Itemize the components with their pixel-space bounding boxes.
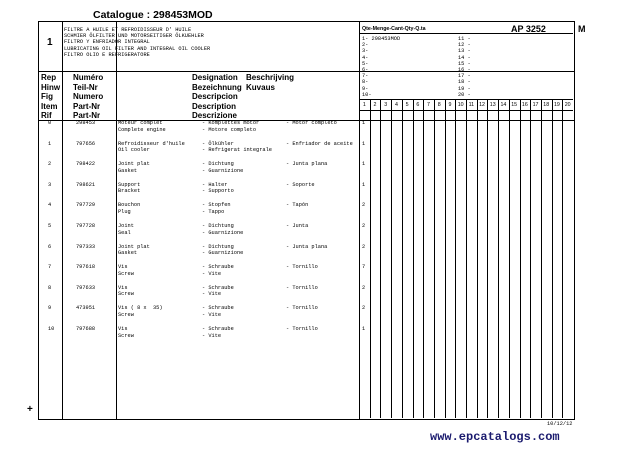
qty-column-label: 16 [521, 102, 528, 108]
row-part-number: 798621 [76, 181, 96, 188]
qty-column-label: 8 [437, 102, 441, 108]
row-designation-fr: Support [118, 181, 141, 188]
row-rep: 10 [48, 326, 55, 332]
row-part-number: 473951 [76, 305, 96, 312]
header-divider [39, 71, 574, 72]
table-row [38, 305, 573, 319]
row-rep: 7 [48, 264, 52, 271]
row-designation-en: Complete engine [118, 126, 166, 133]
table-row [38, 182, 573, 196]
row-designation-de: - Schraube [202, 264, 234, 271]
row-designation-es: - Tapón [286, 202, 309, 209]
group-title-es: FILTRO Y ENFRIADOR INTEGRAL [64, 39, 150, 46]
table-row [38, 285, 573, 299]
row-part-number: 798422 [76, 161, 96, 168]
qty-column-label: 19 [553, 102, 560, 108]
group-title-de: SCHMIER ÖLFILTER UND MOTORSEITIGER ÖLKUEHLER [64, 33, 204, 40]
row-designation-en: Screw [118, 291, 134, 298]
ap-code: AP 3252 [511, 24, 546, 34]
table-row [38, 120, 573, 134]
qty-column-label: 4 [394, 102, 398, 108]
row-part-number: 797729 [76, 202, 96, 209]
row-designation-en: Screw [118, 311, 134, 318]
row-designation-fr: Joint plat [118, 243, 150, 250]
row-designation-es: - Tornillo [286, 264, 318, 271]
row-qty: 1 [362, 140, 366, 147]
row-designation-fr: Joint [118, 223, 134, 229]
row-part-number: 797656 [76, 140, 96, 147]
group-title-en: LUBRICATING OIL FILTER AND INTEGRAL OIL COOLER [64, 45, 211, 52]
row-designation-es: - Junta [286, 223, 309, 229]
row-qty: 2 [362, 284, 366, 291]
qty-list-right: 11 - 12 - 13 - 14 - 15 - 16 - 17 - 18 - 19 - 20 - [458, 36, 471, 98]
row-designation-de: - Dichtung [202, 223, 234, 229]
watermark: www.epcatalogs.com [430, 430, 560, 444]
row-qty: 2 [362, 223, 366, 229]
rep-header: Rep Hinw Fig Item Rif [41, 73, 61, 120]
row-designation-es: - Junta plana [286, 243, 328, 250]
designation-header: Designation Bezeichnung Descripcion Description Descrizione [192, 73, 242, 120]
row-designation-fr: Vis [118, 284, 128, 291]
row-designation-es: - Tornillo [286, 284, 318, 291]
row-designation-it: - Vite [202, 311, 222, 318]
table-row [38, 223, 573, 237]
row-designation-it: - Vite [202, 291, 222, 298]
row-designation-en: Gasket [118, 167, 138, 174]
row-qty: 1 [362, 120, 366, 126]
row-designation-en: Seal [118, 229, 131, 236]
qty-title: Qte-Menge-Cant-Qty-Q.ta [362, 26, 426, 32]
catalogue-label: Catalogue : [93, 9, 151, 21]
row-designation-it: - Guarnizione [202, 229, 244, 236]
catalogue-title [93, 9, 213, 21]
row-designation-it: - Supporto [202, 188, 234, 195]
qty-column-label: 7 [427, 102, 430, 108]
table-row [38, 141, 573, 155]
group-title-it: FILTRO OLIO E REFRIGERATORE [64, 51, 150, 58]
qty-column-label: 2 [373, 102, 377, 108]
qty-list-left: 1- 298453MOD 2- 3- 4- 5- 6- 7- 8- 9- 10- [362, 36, 401, 98]
qty-column-label: 12 [479, 102, 485, 108]
row-part-number: 298453 [76, 120, 96, 126]
row-qty: 2 [362, 243, 366, 250]
row-part-number: 797728 [76, 223, 96, 229]
row-rep: 9 [48, 305, 52, 312]
row-rep: 5 [48, 223, 52, 229]
qty-column-label: 11 [468, 102, 475, 108]
row-designation-it: - Refrigerat integrale [202, 147, 272, 154]
qty-column-label: 6 [416, 102, 420, 108]
qty-column-label: 17 [532, 102, 539, 108]
row-designation-en: Oil cooler [118, 147, 150, 154]
row-rep: 8 [48, 284, 52, 291]
table-row [38, 264, 573, 278]
row-designation-en: Plug [118, 208, 131, 215]
group-title-fr: FILTRE A HUILE ET REFROIDISSEUR D' HUILE [64, 27, 192, 33]
row-designation-de: - Dichtung [202, 161, 234, 168]
qty-column-label: 15 [511, 102, 518, 108]
row-designation-es: - Tornillo [286, 326, 318, 332]
row-designation-es: - Soporte [286, 181, 315, 188]
row-designation-it: - Vite [202, 270, 222, 277]
parts-rows [38, 120, 573, 410]
row-designation-de: - Schraube [202, 326, 234, 332]
row-rep: 1 [48, 140, 52, 147]
row-rep: 0 [48, 120, 52, 126]
qty-column-label: 1 [362, 102, 366, 108]
row-designation-de: - Ölkühler [202, 140, 234, 147]
row-designation-de: - Dichtung [202, 243, 234, 250]
row-designation-en: Screw [118, 270, 134, 277]
row-rep: 4 [48, 202, 52, 209]
row-designation-es: - Tornillo [286, 305, 318, 312]
row-designation-es: - Enfriador de aceite [286, 140, 353, 147]
row-part-number: 797618 [76, 264, 96, 271]
qty-column-label: 3 [384, 102, 388, 108]
row-designation-de: - Schraube [202, 284, 234, 291]
row-qty: 2 [362, 202, 366, 209]
row-designation-it: - Motore completo [202, 126, 257, 133]
row-designation-fr: Refroidisseur d'huile [118, 140, 185, 147]
row-qty: 1 [362, 181, 366, 188]
table-row [38, 244, 573, 258]
table-row [38, 202, 573, 216]
row-part-number: 797688 [76, 326, 96, 332]
numero-header: Numéro Teil-Nr Numero Part-Nr Part-Nr [73, 73, 104, 120]
row-designation-en: Screw [118, 332, 134, 339]
qty-column-label: 10 [457, 102, 464, 108]
row-rep: 2 [48, 161, 52, 168]
row-designation-it: - Guarnizione [202, 167, 244, 174]
plus-marker: + [27, 404, 33, 415]
group-titles [64, 27, 210, 58]
qty-column-label: 20 [564, 102, 571, 108]
row-rep: 6 [48, 243, 52, 250]
row-designation-it: - Guarnizione [202, 250, 244, 257]
row-designation-fr: Vis [118, 326, 128, 332]
row-designation-fr: Vis [118, 264, 128, 271]
row-qty: 7 [362, 264, 366, 271]
qty-column-label: 13 [489, 102, 496, 108]
qty-column-label: 14 [500, 102, 507, 108]
row-qty: 2 [362, 305, 366, 312]
m-label: M [578, 24, 586, 34]
row-designation-it: - Vite [202, 332, 222, 339]
catalogue-number: 298453MOD [153, 9, 213, 21]
table-row [38, 326, 573, 340]
row-designation-it: - Tappo [202, 208, 225, 215]
row-designation-fr: Joint plat [118, 161, 150, 168]
row-designation-de: - Schraube [202, 305, 234, 312]
row-qty: 1 [362, 326, 366, 332]
date-stamp: 10/12/12 [547, 421, 573, 427]
row-designation-fr: Moteur complet [118, 120, 163, 126]
row-designation-de: - Stopfen [202, 202, 231, 209]
row-part-number: 797333 [76, 243, 96, 250]
beschrijving-header: Beschrijving Kuvaus [246, 73, 295, 92]
group-number: 1 [47, 37, 53, 48]
row-designation-fr: Vis ( 8 x 35) [118, 305, 163, 312]
qty-column-label: 5 [405, 102, 409, 108]
row-designation-en: Bracket [118, 188, 141, 195]
table-row [38, 161, 573, 175]
row-designation-es: - Junta plana [286, 161, 328, 168]
row-qty: 1 [362, 161, 366, 168]
row-designation-de: - Komplettes motor [202, 120, 260, 126]
row-designation-fr: Bouchon [118, 202, 141, 209]
qty-column-label: 18 [543, 102, 550, 108]
row-rep: 3 [48, 181, 52, 188]
row-part-number: 797633 [76, 284, 96, 291]
row-designation-es: - Motor completo [286, 120, 337, 126]
row-designation-en: Gasket [118, 250, 138, 257]
row-designation-de: - Halter [202, 181, 228, 188]
qty-column-label: 9 [448, 102, 452, 108]
